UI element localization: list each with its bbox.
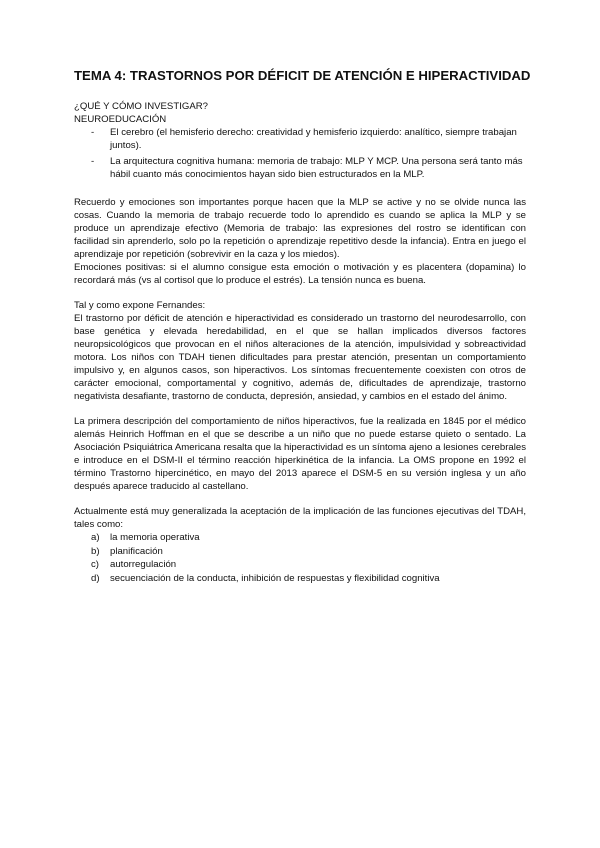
list-item-text: la memoria operativa	[110, 532, 200, 543]
paragraph-history: La primera descripción del comportamiento de niños hiperactivos, fue la realizada en 1845 por el médico alemás Heinrich Hoffman en el que se describe a un niño que no puede estarse quieto o sentado. La Asociación Psiquiátrica Americana resalta que la hiperactividad es un síntoma ajeno a lesiones cerebrales e introduce en el DSM-II el término reacción hiperkinética de la infancia. La OMS propone en 1992 el término Trastorno hipercinético, en mayo del 2013 aparece el DSM-5 en su versión inglesa y un año después aparece traducido al castellano.	[74, 416, 526, 492]
list-marker: d)	[91, 572, 100, 584]
section-heading: NEUROEDUCACIÓN	[74, 114, 167, 125]
list-item	[91, 572, 526, 586]
paragraph-tdah-definition: El trastorno por déficit de atención e hiperactividad es considerado un trastorno del neurodesarrollo, con base genética y elevada heredabilidad, en el que se hallan implicados diversos factores neuropsicológicos que provocan en el niños alteraciones de la atención, impulsividad y sobreactividad motora. Los niños con TDAH tienen dificultades para prestar atención, presentan un comportamiento impulsivo y, en algunos casos, son hiperactivos. Los síntomas frecuentemente coexisten con otros de carácter emocional, comportamental y cognitivo, además de, dificultades de aprendizaje, trastorno negativista desafiante, trastorno de conducta, depresión, ansiedad, y cambios en el estado del ánimo.	[74, 313, 526, 402]
document-page	[74, 68, 531, 585]
paragraph-intro: Tal y como expone Fernandes:	[74, 300, 206, 311]
list-item	[91, 126, 526, 152]
list-item-text: La arquitectura cognitiva humana: memoria de trabajo: MLP Y MCP. Una persona será tanto más hábil cuanto más conocimientos hayan sido bien estructurados en la MLP.	[110, 156, 523, 180]
paragraph-executive-functions: Actualmente está muy generalizada la aceptación de la implicación de las funciones ejecutivas del TDAH, tales como:	[74, 506, 526, 530]
list-marker: c)	[91, 559, 99, 570]
paragraph-memory: Recuerdo y emociones son importantes porque hacen que la MLP se active y no se olvide nunca las cosas. Cuando la memoria de trabajo recuerde todo lo aprendido es cuando se aplica la MLP y se produce un aprendizaje efectivo (Memoria de trabajo: las expresiones del rostro se identifican con facilidad sin aprenderlo, solo po la repetición o aprendizaje repetitivo desde la infancia). Entra en juego el aprendizaje por repetición (sobrevivir en la caza y los miedos).	[74, 197, 526, 260]
list-item	[91, 531, 526, 545]
list-item-text: planificación	[110, 545, 163, 557]
question-heading: ¿QUÉ Y CÓMO INVESTIGAR?	[74, 101, 208, 112]
list-item	[91, 545, 526, 559]
executive-functions-list	[74, 531, 526, 585]
dash-marker: -	[91, 156, 95, 167]
dash-marker: -	[91, 127, 95, 138]
list-marker: a)	[91, 532, 100, 543]
document-title: TEMA 4: TRASTORNOS POR DÉFICIT DE ATENCIÓN E HIPERACTIVIDAD	[74, 68, 531, 83]
list-item-text: autorregulación	[110, 559, 177, 570]
list-item-text: secuenciación de la conducta, inhibición de respuestas y flexibilidad cognitiva	[110, 572, 440, 584]
list-item-text: El cerebro (el hemisferio derecho: creatividad y hemisferio izquierdo: analítico, siempre trabajan juntos).	[110, 127, 517, 151]
list-marker: b)	[91, 545, 100, 557]
neuroeducation-bullet-list	[74, 126, 526, 181]
paragraph-emotions: Emociones positivas: si el alumno consigue esta emoción o motivación y es placentera (dopamina) lo recordará más (vs al cortisol que lo produce el estrés). La tensión nunca es buena.	[74, 262, 526, 286]
list-item	[91, 558, 526, 572]
list-item	[91, 155, 526, 181]
